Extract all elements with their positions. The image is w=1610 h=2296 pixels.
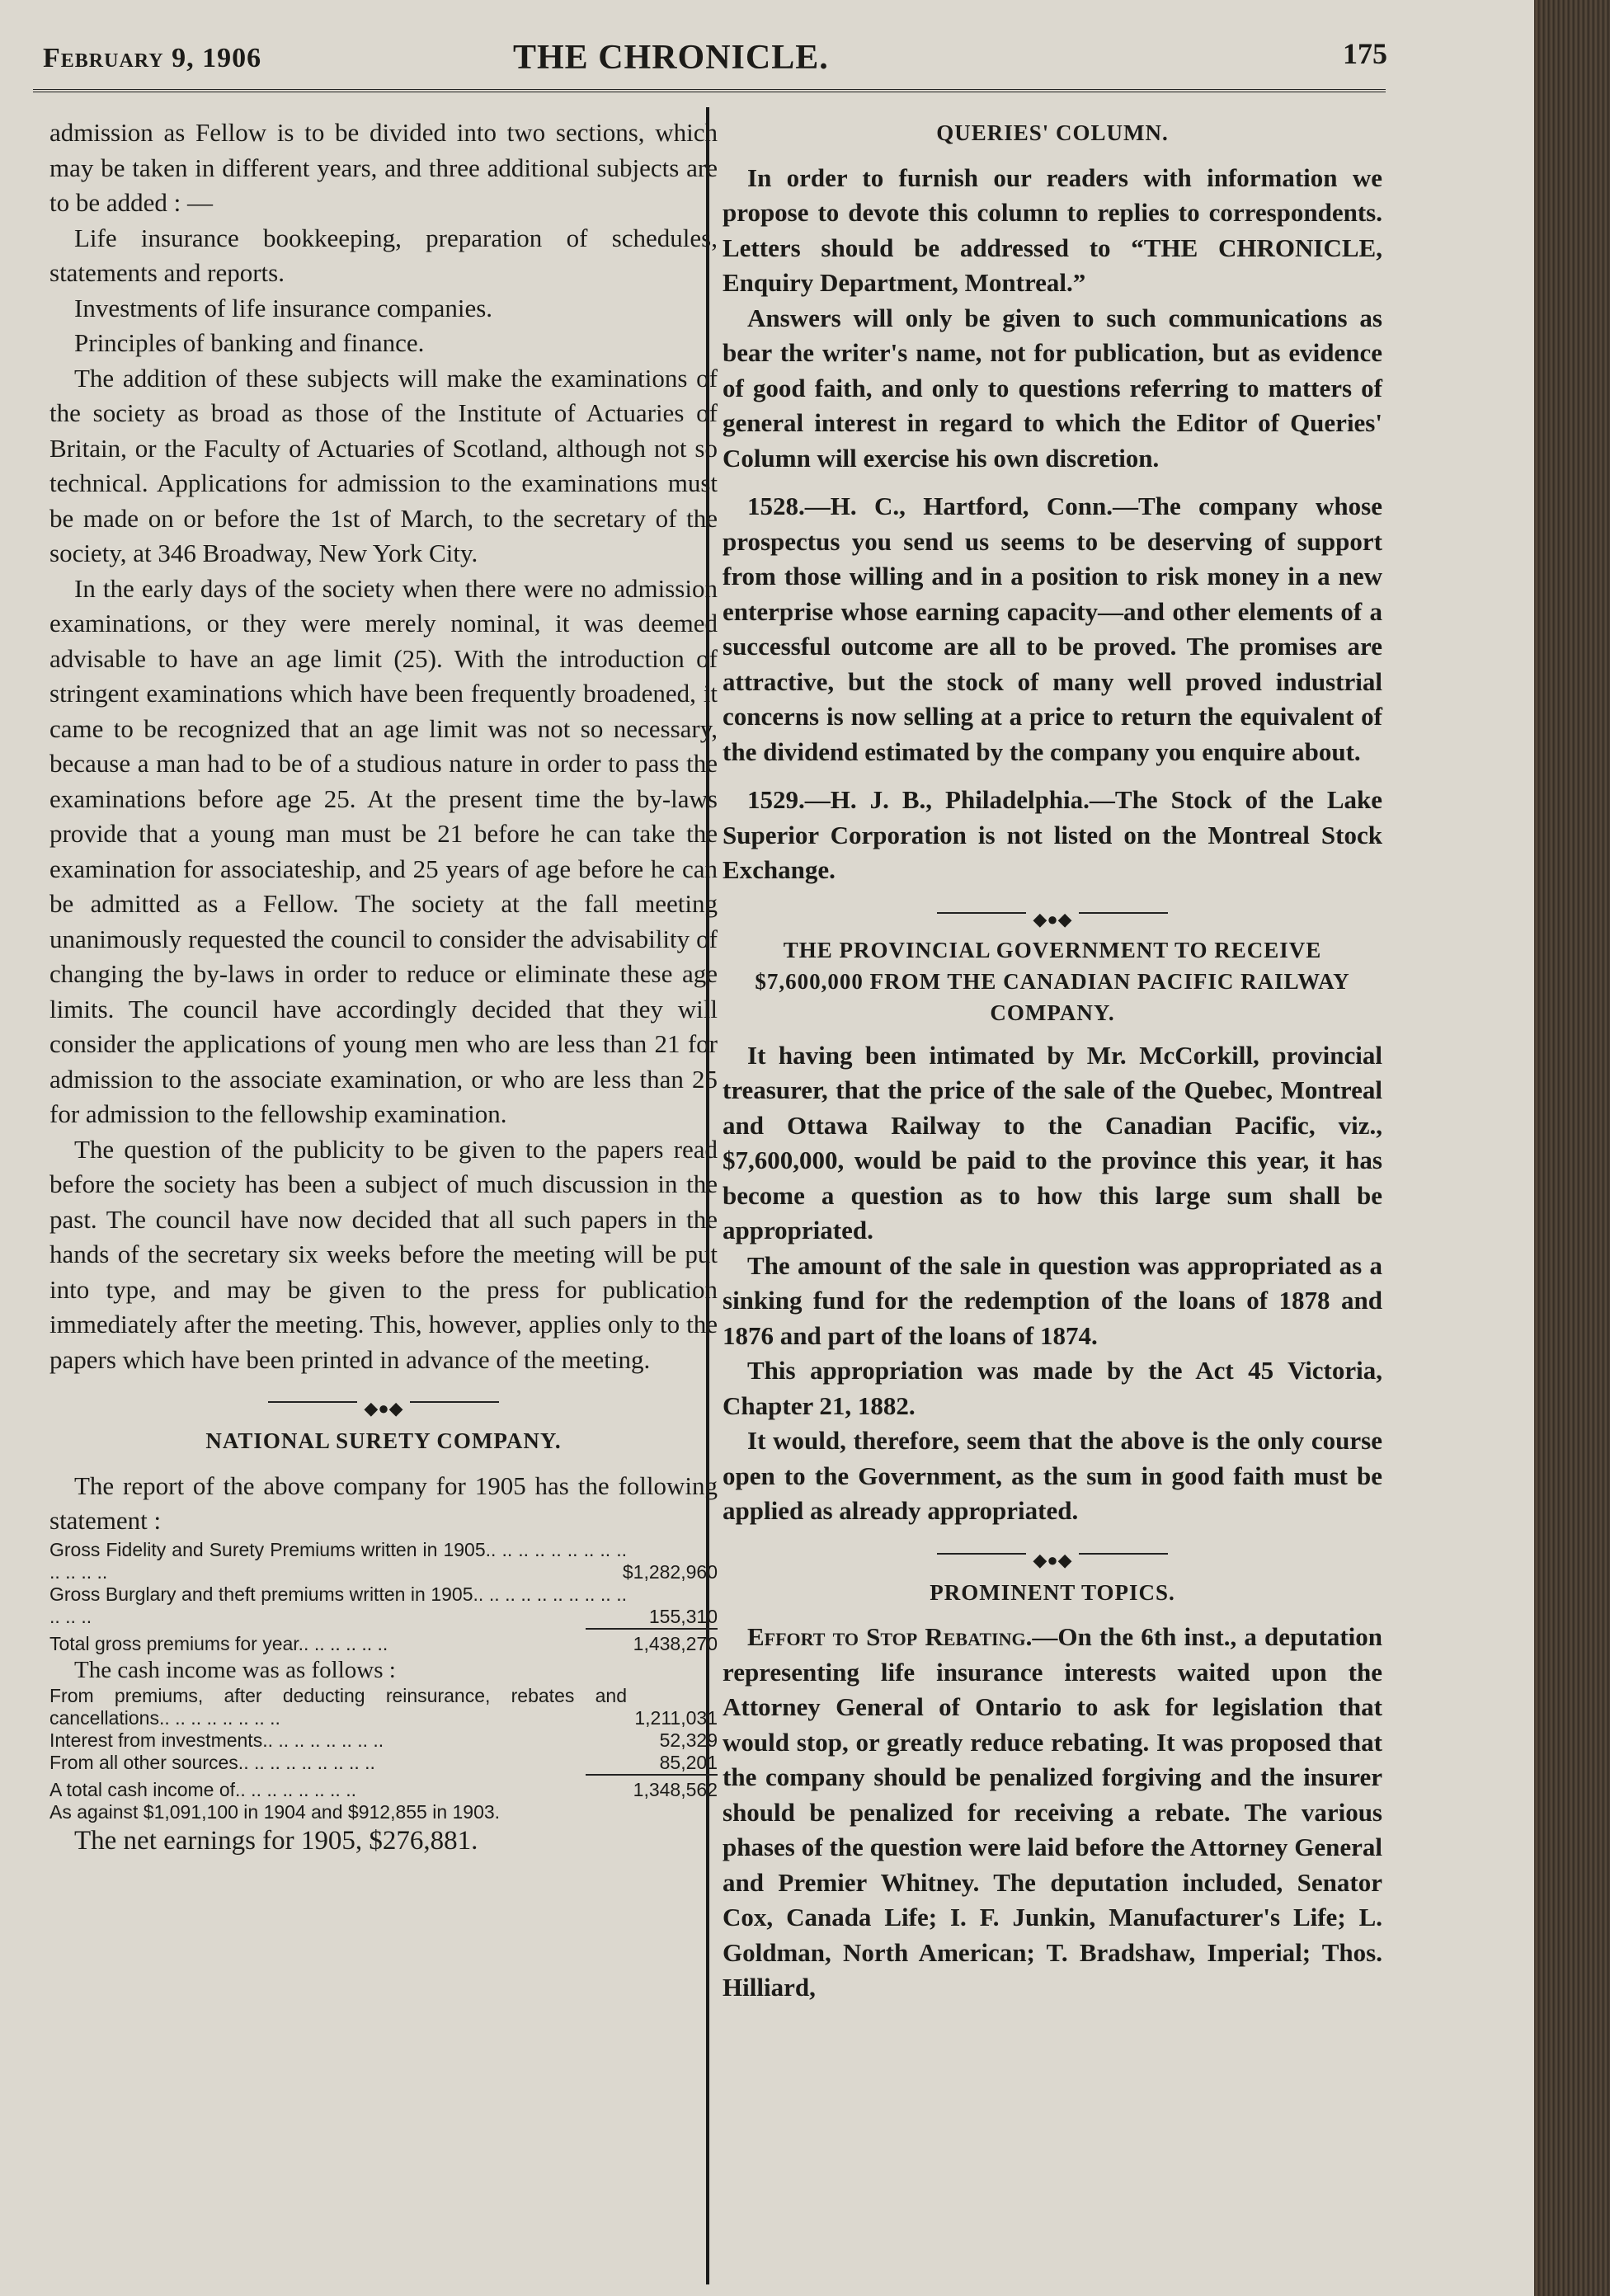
financial-statement: [49, 1539, 718, 1655]
provincial-paragraph-2: The amount of the sale in question was appropriated as a sinking fund for the redemption of the loans of 1878 and 1876 and part of the loans of 1874.: [723, 1250, 1382, 1350]
statement-row: [49, 1633, 718, 1655]
row-label: A total cash income of.. .. .. .. .. .. .. ..: [49, 1778, 356, 1800]
topic-text: —On the 6th inst., a deputation representing life insurance interests waited upon the Attorney General of Ontario to ask for legislation that would stop, or greatly reduce rebating. It was proposed that the company should be penalized forgiving and the insurer should be penalized for receiving a rebate. The various phases of the question were laid before the Attorney General and Premier Whitney. The deputation included, Senator Cox, Canada Life; I. F. Junkin, Manufacturer's Life; L. Goldman, North American; T. Bradshaw, Imperial; Thos. Hilliard,: [723, 1622, 1383, 2002]
section-ornament: [723, 900, 1382, 929]
queries-paragraph-1: In order to furnish our readers with information we propose to devote this column to replies to correspondents. Letters should be addressed to “THE CHRONICLE, Enquiry Department, Montreal.”: [723, 162, 1382, 297]
list-item-bookkeeping: Life insurance bookkeeping, preparation of schedules, statements and reports.: [49, 223, 718, 287]
page-header: [43, 31, 1387, 81]
provincial-paragraph-4: It would, therefore, seem that the above is the only course open to the Government, as the sum in good faith must be applied as already appropriated.: [723, 1426, 1382, 1525]
provincial-paragraph-3: This appropriation was made by the Act 45 Victoria, Chapter 21, 1882.: [723, 1356, 1382, 1420]
row-amount: 1,438,270: [633, 1632, 718, 1654]
query-1529: 1529.—H. J. B., Philadelphia.—The Stock of the Lake Superior Corporation is not listed on the Montreal Stock Exchange.: [723, 785, 1382, 884]
topic-lead: Effort to Stop Rebating.: [747, 1622, 1033, 1651]
topics-paragraph-1: [723, 1620, 1382, 2006]
section-ornament: [49, 1389, 718, 1419]
ornament-glyph: ◆●◆: [1026, 1550, 1078, 1570]
row-amount: 155,310: [648, 1605, 718, 1627]
queries-paragraph-2: Answers will only be given to such communications as bear the writer's name, not for publication, but as evidence of good faith, and only to questions referring to matters of general interest in regard to which the Editor of Queries' Column will exercise his own discretion.: [723, 303, 1382, 473]
header-rule: [33, 89, 1386, 92]
statement-row: [49, 1729, 718, 1752]
statement-row: [49, 1779, 718, 1801]
statement-row: [49, 1752, 718, 1774]
statement-row: [49, 1539, 718, 1583]
surety-intro: The report of the above company for 1905 has the following statement :: [49, 1470, 718, 1535]
left-column: [49, 115, 718, 1858]
ornament-glyph: ◆●◆: [357, 1398, 409, 1419]
surety-section-title: NATIONAL SURETY COMPANY.: [205, 1428, 562, 1453]
left-paragraph-4: The question of the publicity to be given to the papers read before the society has been a subject of much discussion in the past. The council have now decided that all such papers in the hands of the secretary six weeks before the meeting will be put into type, and may be given to the press for publication immediately after the meeting. This, however, applies only to the papers which have been printed in advance of the meeting.: [49, 1134, 718, 1374]
header-page-number: 175: [1343, 37, 1387, 70]
row-label: Interest from investments.. .. .. .. .. .. .. ..: [49, 1729, 384, 1751]
topics-section-title: PROMINENT TOPICS.: [930, 1579, 1175, 1605]
section-ornament: [723, 1541, 1382, 1570]
statement-note: [49, 1801, 718, 1823]
ornament-glyph: ◆●◆: [1026, 909, 1078, 929]
left-paragraph-1: admission as Fellow is to be divided into two sections, which may be taken in different years, and three additional subjects are to be added : —: [49, 118, 718, 217]
left-paragraph-2: The addition of these subjects will make the examinations of the society as broad as those of the Institute of Actuaries of Britain, or the Faculty of Actuaries of Scotland, although not so technical. Applications for admission to the examinations must be made on or before the 1st of March, to the secretary of the society, at 346 Broadway, New York City.: [49, 363, 718, 567]
row-amount: 1,211,031: [634, 1706, 718, 1729]
cash-income-statement: [49, 1685, 718, 1823]
header-date: February 9, 1906: [43, 43, 262, 73]
row-amount: 1,348,562: [633, 1778, 718, 1800]
row-amount: $1,282,960: [622, 1560, 718, 1583]
row-amount: 85,201: [659, 1751, 718, 1773]
list-item-banking: Principles of banking and finance.: [74, 328, 425, 357]
row-label: Gross Fidelity and Surety Premiums written in 1905.. .. .. .. .. .. .. .. .. .. .. .. ..: [49, 1538, 627, 1583]
query-1528: 1528.—H. C., Hartford, Conn.—The company whose prospectus you send us seems to be deserving of support from those willing and in a position to risk money in a new enterprise whose earning capacity—and other elements of a successful outcome are all to be proved. The promises are attractive, but the stock of many well proved industrial concerns is now selling at a price to return the equivalent of the dividend estimated by the company you enquire about.: [723, 492, 1382, 766]
provincial-paragraph-1: It having been intimated by Mr. McCorkill, provincial treasurer, that the price of the sale of the Quebec, Montreal and Ottawa Railway to the Canadian Pacific, viz., $7,600,000, would be paid to the province this year, it has become a question as to how this large sum shall be appropriated.: [723, 1040, 1382, 1244]
queries-section-title: QUERIES' COLUMN.: [936, 120, 1169, 145]
net-earnings: The net earnings for 1905, $276,881.: [74, 1825, 478, 1856]
left-paragraph-3: In the early days of the society when there were no admission examinations, or they were merely nominal, it was deemed advisable to have an age limit (25). With the introduction of stringent examinations which have been frequently broadened, it came to be recognized that an age limit was not so necessary, because a man had to be of a studious nature in order to pass the examinations before age 25. At the present time the by-laws provide that a young man must be 21 before he can take the examination for associateship, and 25 years of age before he can be admitted as a Fellow. The society at the fall meeting unanimously requested the council to consider the advisability of changing the by-laws in order to reduce or eliminate these age limits. The council have accordingly decided that they will consider the applications of young men who are less than 21 for admission to the associate examination, or who are less than 25 for admission to the fellowship examination.: [49, 573, 718, 1128]
statement-row: [49, 1685, 718, 1729]
row-amount: 52,329: [659, 1729, 718, 1751]
book-edge: [1534, 0, 1610, 2296]
statement-row: [49, 1583, 718, 1628]
right-column: [723, 115, 1382, 2006]
row-label: As against $1,091,100 in 1904 and $912,855 in 1903.: [49, 1800, 501, 1823]
provincial-section-title: THE PROVINCIAL GOVERNMENT TO RECEIVE $7,600,000 FROM THE CANADIAN PACIFIC RAILWAY COMPANY.: [755, 937, 1350, 1025]
row-label: Total gross premiums for year.. .. .. .. .. ..: [49, 1632, 388, 1654]
row-label: From premiums, after deducting reinsurance, rebates and cancellations.. .. .. .. .. .. .. ..: [49, 1684, 627, 1729]
header-title: THE CHRONICLE.: [513, 39, 829, 77]
cash-income-intro: The cash income was as follows :: [74, 1656, 396, 1683]
list-item-investments: Investments of life insurance companies.: [74, 293, 493, 322]
row-label: From all other sources.. .. .. .. .. .. .. .. ..: [49, 1751, 375, 1773]
row-label: Gross Burglary and theft premiums written in 1905.. .. .. .. .. .. .. .. .. .. .. .. ..: [49, 1583, 627, 1627]
